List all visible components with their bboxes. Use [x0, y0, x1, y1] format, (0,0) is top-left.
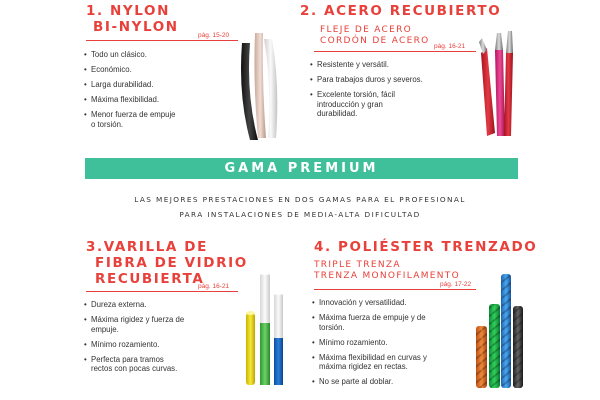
section-title: 1. NYLON BI-NYLON — [86, 3, 179, 35]
section-nylon — [0, 0, 300, 150]
steel-cable-image — [473, 28, 533, 143]
nylon-cable-image — [228, 25, 283, 145]
list-item: • Innovación y versatilidad. — [312, 298, 477, 308]
section-title: 4. POLIÉSTER TRENZADO — [314, 239, 538, 255]
list-item: • Máxima flexibilidad en curvas y máxima rigidez en rectas. — [312, 353, 477, 372]
section-rule — [314, 289, 476, 290]
page-reference: pág. 15-20 — [198, 32, 230, 39]
bullet-list — [84, 50, 210, 135]
page-reference: pág. 16-21 — [198, 283, 230, 290]
section-fibra-vidrio — [0, 236, 300, 400]
braided-polyester-image — [472, 266, 532, 391]
list-item: • No se parte al doblar. — [312, 377, 477, 387]
section-title: 3.VARILLA DE FIBRA DE VIDRIO RECUBIERTA — [86, 239, 248, 287]
section-rule — [86, 40, 238, 41]
premium-tagline: PARA INSTALACIONES DE MEDIA-ALTA DIFICULTAD — [179, 210, 421, 219]
bullet-list — [84, 300, 219, 379]
section-subtitle: FLEJE DE ACERO CORDÓN DE ACERO — [320, 25, 430, 46]
list-item: • Mínimo rozamiento. — [312, 338, 477, 348]
list-item: • Máxima fuerza de empuje y de torsión. — [312, 313, 477, 332]
section-acero — [300, 0, 600, 150]
list-item: • Perfecta para tramos rectos con pocas curvas. — [84, 355, 219, 374]
section-poliester — [300, 236, 600, 400]
premium-banner: GAMA PREMIUM — [85, 158, 518, 179]
premium-tagline: LAS MEJORES PRESTACIONES EN DOS GAMAS PARA EL PROFESIONAL — [134, 195, 466, 204]
page-reference: pág. 17-22 — [440, 281, 472, 288]
list-item: • Todo un clásico. — [84, 50, 210, 60]
list-item: • Para trabajos duros y severos. — [310, 75, 460, 85]
fiberglass-rod-image — [240, 268, 295, 388]
list-item: • Mínimo rozamiento. — [84, 340, 219, 350]
list-item: • Máxima flexibilidad. — [84, 95, 210, 105]
list-item: • Excelente torsión, fácil introducción y gran durabilidad. — [310, 90, 460, 119]
list-item: • Resistente y versátil. — [310, 60, 460, 70]
bullet-list — [312, 298, 477, 392]
section-rule — [86, 291, 238, 292]
section-title: 2. ACERO RECUBIERTO — [300, 3, 502, 19]
list-item: • Dureza externa. — [84, 300, 219, 310]
list-item: • Larga durabilidad. — [84, 80, 210, 90]
list-item: • Menor fuerza de empuje o torsión. — [84, 110, 210, 129]
list-item: • Económico. — [84, 65, 210, 75]
bullet-list — [310, 60, 460, 124]
section-subtitle: TRIPLE TRENZA TRENZA MONOFILAMENTO — [314, 260, 460, 281]
section-rule — [314, 51, 476, 52]
list-item: • Máxima rigidez y fuerza de empuje. — [84, 315, 219, 334]
page-reference: pág. 16-21 — [434, 43, 466, 50]
